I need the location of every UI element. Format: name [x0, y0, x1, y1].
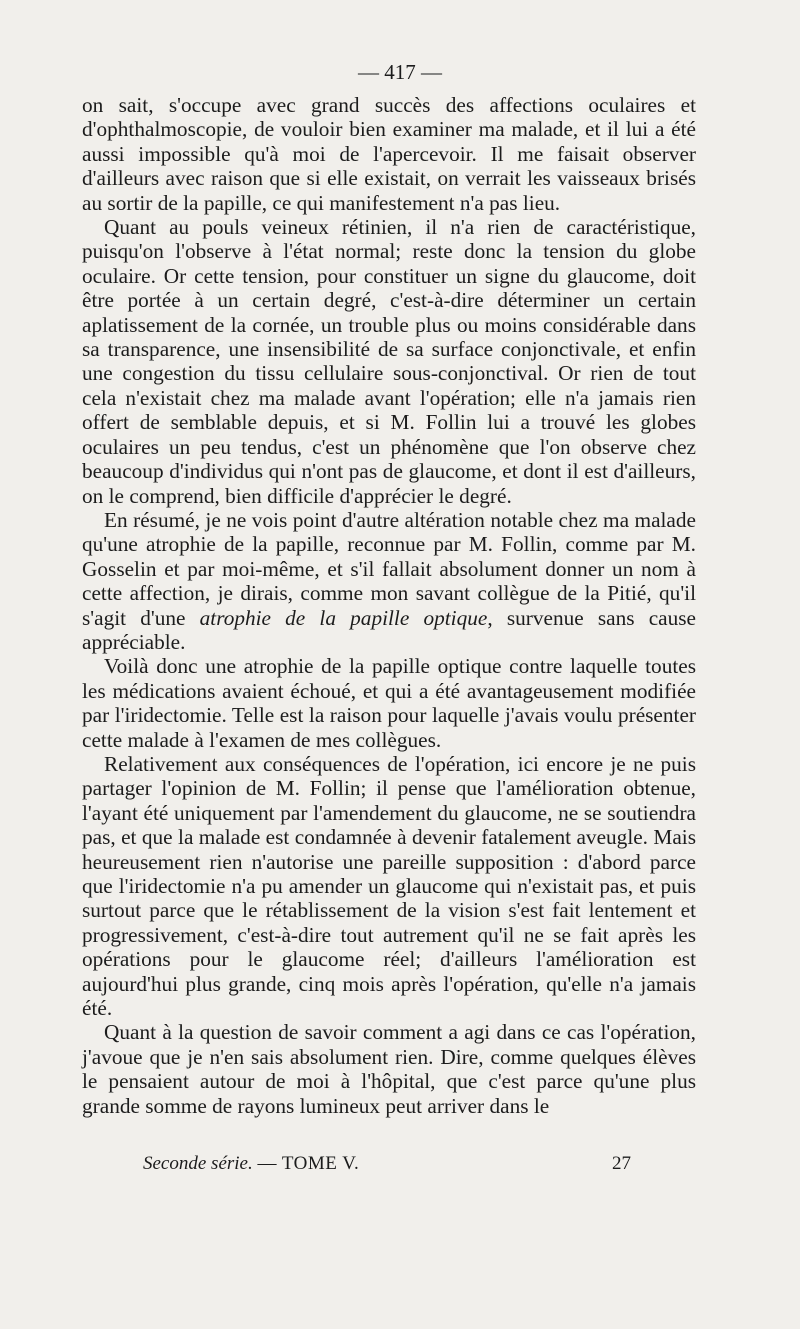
paragraph-2: Quant au pouls veineux rétinien, il n'a rien de caractéristique, puisqu'on l'observe à l'état normal; reste donc la tension du globe oculaire. Or cette tension, pour constituer un signe du glaucome, doit être portée à un certain degré, c'est-à-dire déterminer un certain aplatissement de la cornée, un trouble plus ou moins considérable dans sa transparence, une insensibilité de sa surface conjonctivale, et enfin une congestion du tissu cellulaire sous-conjonctival. Or rien de tout cela n'existait chez ma malade avant l'opération; elle n'a jamais rien offert de semblable depuis, et si M. Follin lui a trouvé les globes oculaires un peu tendus, c'est un phénomène que l'on observe chez beaucoup d'individus qui n'ont pas de glaucome, et dont il est d'ailleurs, on le comprend, bien difficile d'apprécier le degré. — [82, 215, 696, 508]
footer-series: Seconde série. — [143, 1153, 253, 1174]
paragraph-5: Relativement aux conséquences de l'opération, ici encore je ne puis partager l'opinion de M. Follin; il pense que l'amélioration obtenue, l'ayant été uniquement par l'amendement du glaucome, ne se soutiendra pas, et que la malade est condamnée à devenir fatalement aveugle. Mais heureusement rien n'autorise une pareille supposition : d'abord parce que l'iridectomie n'a pu amender un glaucome qui n'existait pas, et puis surtout parce que le rétablissement de la vision s'est fait lentement et progressivement, c'est-à-dire tout autrement qu'il ne se fait après les opérations pour le glaucome réel; d'ailleurs l'amélioration est aujourd'hui plus grande, cinq mois après l'opération, qu'elle n'a jamais été. — [82, 751, 696, 1021]
paragraph-1: on sait, s'occupe avec grand succès des affections oculaires et d'ophthalmoscopie, de vouloir bien examiner ma malade, et il lui a été aussi impossible qu'à moi de l'apercevoir. Il me faisait observer d'ailleurs avec raison que si elle existait, on verrait les vaisseaux brisés au sortir de la papille, ce qui manifestement n'a pas lieu. — [82, 93, 696, 215]
paragraph-3-text: En résumé, je ne vois point d'autre altération notable chez ma malade qu'une atrophie de la papille, reconnue par M. Follin, comme par M. Gosselin et par moi-même, et s'il fallait absolument donner un nom à cette affection, je dirais, comme mon savant collègue de la Pitié, qu'il s'agit d'une — [82, 507, 696, 630]
italic-phrase: atrophie de la papille optique — [199, 605, 488, 630]
paragraph-6: Quant à la question de savoir comment a agi dans ce cas l'opération, j'avoue que je n'en sais absolument rien. Dire, comme quelques élèves le pensaient autour de moi à l'hôpital, que c'est parce qu'une plus grande somme de rayons lumineux peut arriver dans le — [82, 1020, 696, 1118]
paragraph-3 — [82, 508, 696, 654]
page-number: — 417 — — [358, 60, 442, 84]
paragraph-4: Voilà donc une atrophie de la papille optique contre laquelle toutes les médications avaient échoué, et qui a été avantageusement modifiée par l'iridectomie. Telle est la raison pour laquelle j'avais voulu présenter cette malade à l'examen de mes collègues. — [82, 654, 696, 752]
footer-signature: 27 — [612, 1153, 631, 1174]
footer-tome: — TOME V. — [257, 1153, 360, 1174]
paragraph-3-text-end: , survenue sans cause appréciable. — [82, 605, 696, 654]
page-footer — [143, 1153, 631, 1175]
body-text — [82, 93, 696, 1118]
